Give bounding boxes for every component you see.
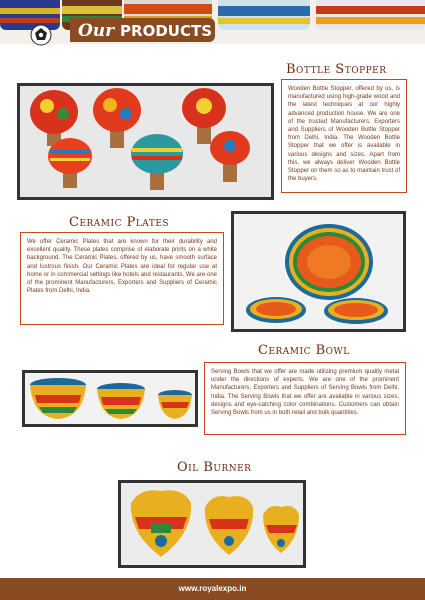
plate-right: [324, 298, 388, 324]
section-title-bottle-stopper: Bottle Stopper: [286, 62, 387, 77]
bottle-stopper-description: Wooden Bottle Stopper, offered by us, is manufactured using high-grade wood and the latest techniques at our highly advanced production house. We are one of the trusted Manufacturers, Exporters and Suppliers of Wooden Bottle Stopper from Delhi, India. The Wooden Bottle Stopper that we offer is available in various designs and sizes. Apart from this, we always deliver Wooden Bottle Stopper on them so as to maintain trust of the buyers.: [281, 79, 407, 193]
ceramic-bowl-description: Serving Bowls that we offer are made utilizing premium quality metal under the directions of experts. We are one of the prominent Manufacturers, Exporters and Suppliers of Serving Bowls from Delhi, India. The Serving Bowls that we offer are available in various sizes, designs and eye-catching color combinations. Customers can obtain Serving Bowls from us in both retail and bulk quantities.: [204, 362, 406, 435]
ceramic-plates-description: We offer Ceramic Plates that are known for their durability and excellent quality. These plates comprise of elaborate prints on a white background. The Ceramic Plates, offered by us, have smooth surface and lustrous finish. Our Ceramic Plates are ideal for regular use at home or in commercial settings like hotels and restaurants. We are one of the prominent Manufacturers, Exporters and Suppliers of Ceramic Plates from Delhi, India.: [20, 232, 224, 325]
plate-left: [246, 297, 306, 323]
oil-burner-image: [121, 483, 303, 565]
page-title: Our PRODUCTS: [78, 21, 213, 41]
ceramic-plates-photo: [231, 211, 406, 332]
ceramic-bowl-photo: [22, 370, 198, 427]
footer-website: www.royalexpo.in: [178, 584, 247, 593]
plate-large: [285, 224, 373, 300]
section-title-ceramic-plates: Ceramic Plates: [69, 215, 170, 230]
logo: [30, 24, 52, 46]
header-photo: [218, 0, 310, 30]
bottle-stopper-image: [20, 86, 271, 197]
oil-burner-photo: [118, 480, 306, 568]
header-photo: [316, 0, 425, 30]
bottle-stopper-photo: [17, 83, 274, 200]
section-title-ceramic-bowl: Ceramic Bowl: [258, 343, 350, 358]
ceramic-bowl-image: [25, 373, 195, 424]
section-title-oil-burner: Oil Burner: [177, 460, 252, 475]
ceramic-plates-image: [234, 214, 403, 329]
